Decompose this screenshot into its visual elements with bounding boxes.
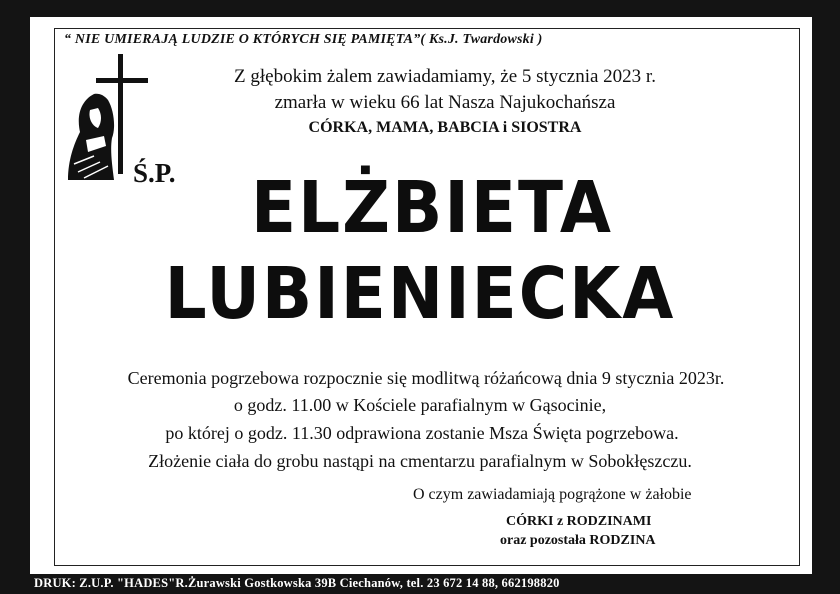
printer-footer: DRUK: Z.U.P. "HADES"R.Żurawski Gostkowska 39B Ciechanów, tel. 23 672 14 88, 662198820 (34, 576, 560, 590)
announcement-line-2: zmarła w wieku 66 lat Nasza Najukochańsza (274, 92, 616, 113)
ceremony-line-3: po której o godz. 11.30 odprawiona zostanie Msza Święta pogrzebowa. (165, 423, 679, 443)
honorific: Ś.P. (133, 158, 176, 188)
ceremony-line-1: Ceremonia pogrzebowa rozpocznie się modlitwą różańcową dnia 9 stycznia 2023r. (127, 368, 725, 388)
mourners-daughters: CÓRKI z RODZINAMI (506, 514, 652, 529)
motto-quote: “ NIE UMIERAJĄ LUDZIE O KTÓRYCH SIĘ PAMIĘTA”( Ks.J. Twardowski ) (64, 32, 543, 47)
ceremony-line-4: Złożenie ciała do grobu nastąpi na cmentarzu parafialnym w Sobokłęszczu. (148, 451, 692, 471)
ceremony-line-2: o godz. 11.00 w Kościele parafialnym w Gąsocinie, (233, 395, 607, 415)
mourners-intro: O czym zawiadamiają pogrążone w żałobie (413, 486, 692, 503)
family-roles: CÓRKA, MAMA, BABCIA i SIOSTRA (308, 119, 582, 136)
deceased-first-name: ELŻBIETA (251, 165, 613, 250)
mourners-family: oraz pozostała RODZINA (500, 533, 656, 548)
announcement-line-1: Z głębokim żalem zawiadamiamy, że 5 stycznia 2023 r. (234, 66, 656, 87)
deceased-last-name: LUBIENIECKA (164, 251, 676, 336)
